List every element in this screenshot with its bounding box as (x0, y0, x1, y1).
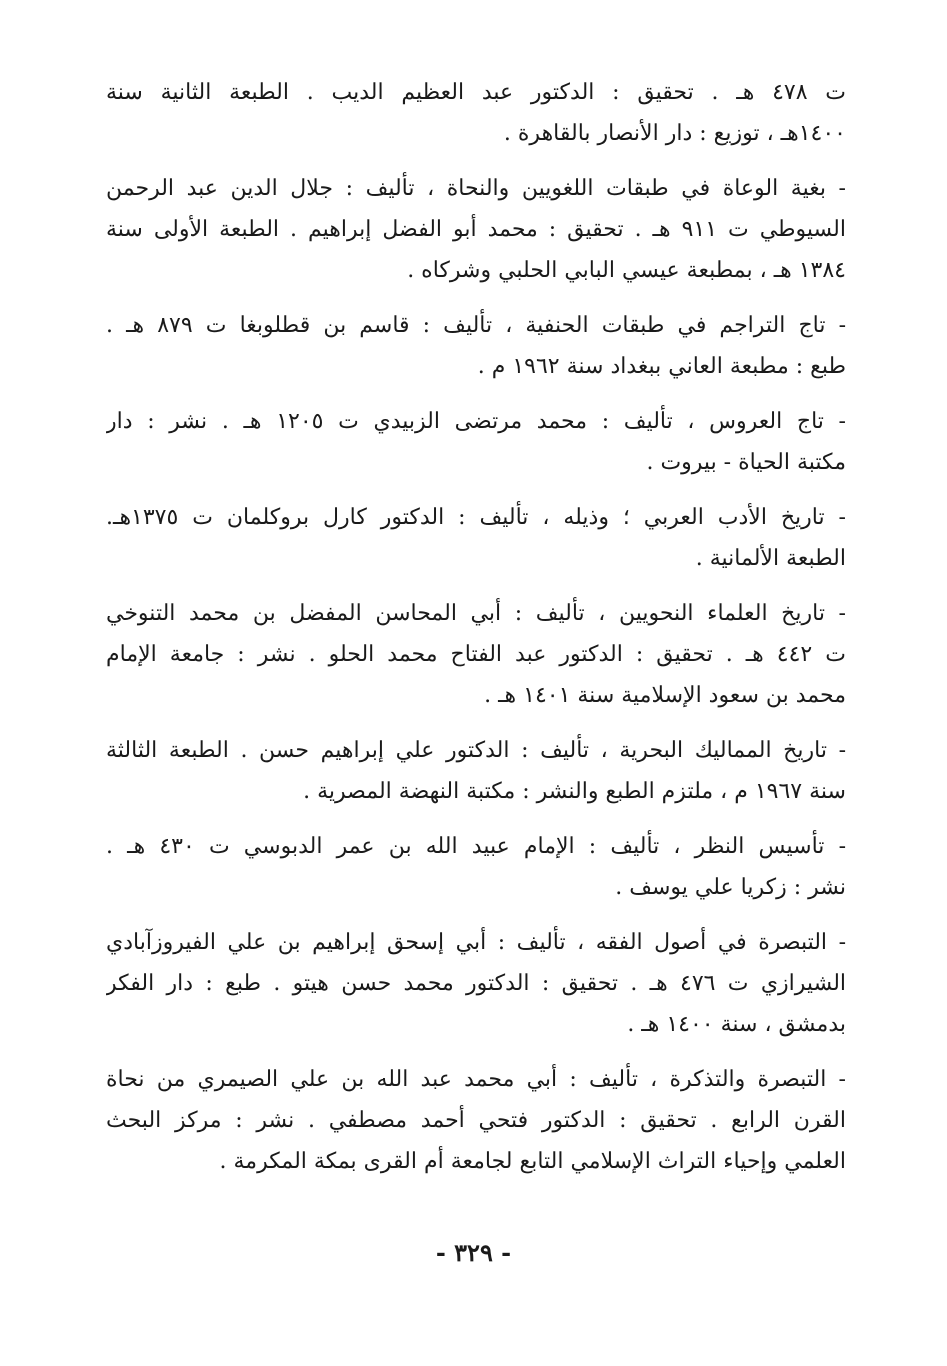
entry-line: نشر : زكريا علي يوسف . (615, 875, 846, 900)
entry-line: طبع : مطبعة العاني ببغداد سنة ١٩٦٢ م . (477, 354, 846, 379)
entry-line: ت ٤٧٨ هـ . تحقيق : الدكتور عبد العظيم الديب . الطبعة الثانية سنة (106, 80, 846, 105)
entry-line: - تأسيس النظر ، تأليف : الإمام عبيد الله بن عمر الدبوسي ت ٤٣٠ هـ . (106, 834, 846, 859)
entry-line: القرن الرابع . تحقيق : الدكتور فتحي أحمد مصطفي . نشر : مركز البحث (106, 1108, 846, 1133)
entry-line: الطبعة الألمانية . (695, 546, 846, 571)
entry-line: - تاج التراجم في طبقات الحنفية ، تأليف : قاسم بن قطلوبغا ت ٨٧٩ هـ . (106, 313, 846, 338)
entry-line: - تاريخ العلماء النحويين ، تأليف : أبي المحاسن المفضل بن محمد التنوخي (106, 601, 846, 626)
entry-line: السيوطي ت ٩١١ هـ . تحقيق : محمد أبو الفضل إبراهيم . الطبعة الأولى سنة (106, 217, 846, 242)
bibliography-entry (106, 826, 846, 908)
bibliography-entry (106, 305, 846, 387)
entry-line: سنة ١٩٦٧ م ، ملتزم الطبع والنشر : مكتبة النهضة المصرية . (303, 779, 846, 804)
entry-line: ١٤٠٠هـ ، توزيع : دار الأنصار بالقاهرة . (503, 121, 846, 146)
bibliography-entry (106, 922, 846, 1045)
bibliography-entry (106, 401, 846, 483)
entry-line: محمد بن سعود الإسلامية سنة ١٤٠١ هـ . (484, 683, 846, 708)
entry-line: - التبصرة والتذكرة ، تأليف : أبي محمد عبد الله بن علي الصيمري من نحاة (106, 1067, 846, 1092)
entry-line: - التبصرة في أصول الفقه ، تأليف : أبي إسحق إبراهيم بن علي الفيروزآبادي (106, 930, 846, 955)
bibliography-entry (106, 1059, 846, 1182)
bibliography-entry (106, 72, 846, 154)
entry-line: العلمي وإحياء التراث الإسلامي التابع لجامعة أم القرى بمكة المكرمة . (219, 1149, 846, 1174)
bibliography-entry (106, 730, 846, 812)
entry-line: - تاج العروس ، تأليف : محمد مرتضى الزبيدي ت ١٢٠٥ هـ . نشر : دار (106, 409, 846, 434)
bibliography-entry (106, 593, 846, 716)
entry-line: مكتبة الحياة - بيروت . (646, 450, 846, 475)
bibliography-text (106, 72, 846, 1196)
entry-line: - بغية الوعاة في طبقات اللغويين والنحاة ، تأليف : جلال الدين عبد الرحمن (106, 176, 846, 201)
page-number: - ٣٢٩ - (435, 1238, 512, 1267)
entry-line: بدمشق ، سنة ١٤٠٠ هـ . (627, 1012, 846, 1037)
bibliography-entry (106, 497, 846, 579)
entry-line: ت ٤٤٢ هـ . تحقيق : الدكتور عبد الفتاح محمد الحلو . نشر : جامعة الإمام (106, 642, 846, 667)
entry-line: ١٣٨٤ هـ ، بمطبعة عيسي البابي الحلبي وشركاه . (407, 258, 846, 283)
entry-line: - تاريخ الأدب العربي ؛ وذيله ، تأليف : الدكتور كارل بروكلمان ت ١٣٧٥هـ. (106, 505, 846, 530)
bibliography-entry (106, 168, 846, 291)
entry-line: الشيرازي ت ٤٧٦ هـ . تحقيق : الدكتور محمد حسن هيتو . طبع : دار الفكر (106, 971, 846, 996)
entry-line: - تاريخ المماليك البحرية ، تأليف : الدكتور علي إبراهيم حسن . الطبعة الثالثة (106, 738, 846, 763)
